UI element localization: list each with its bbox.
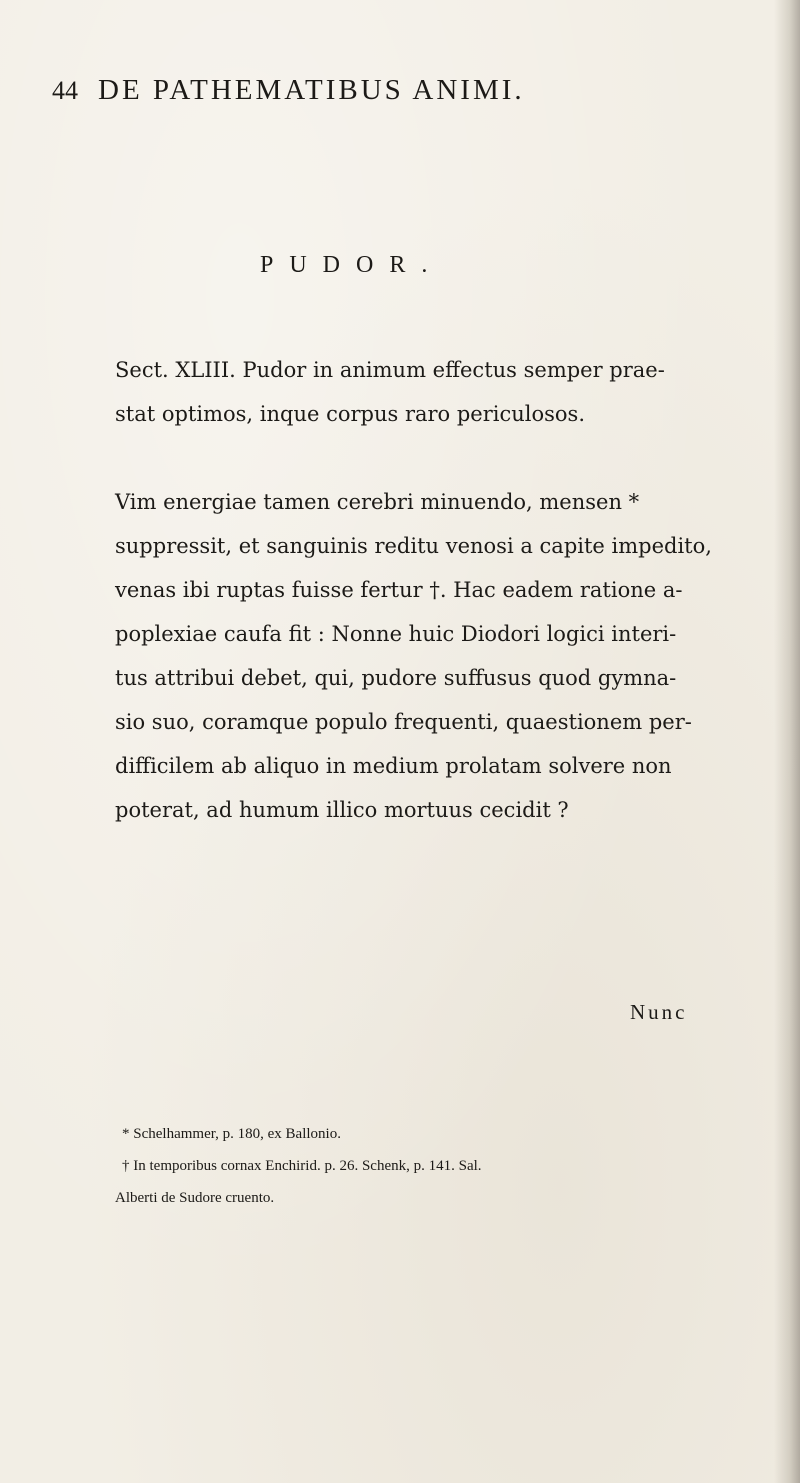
catchword: Nunc <box>630 1000 688 1024</box>
page-edge-shadow <box>774 0 800 1483</box>
text-line: sio suo, coramque populo frequenti, quaestionem per- <box>115 710 692 734</box>
text-line: poterat, ad humum illico mortuus cecidit ? <box>115 798 569 822</box>
text-line: stat optimos, inque corpus raro periculosos. <box>115 402 586 426</box>
footnote: * Schelhammer, p. 180, ex Ballonio. <box>122 1126 341 1142</box>
section-title: PUDOR. <box>260 252 444 278</box>
text-line: venas ibi ruptas fuisse fertur †. Hac eadem ratione a- <box>115 578 683 602</box>
text-line: Vim energiae tamen cerebri minuendo, mensen * <box>115 490 640 514</box>
footnotes <box>115 1118 775 1214</box>
body-text <box>115 348 747 832</box>
text-line: poplexiae caufa fit : Nonne huic Diodori logici interi- <box>115 622 677 646</box>
footnote: Alberti de Sudore cruento. <box>115 1190 275 1206</box>
footnote: † In temporibus cornax Enchirid. p. 26. Schenk, p. 141. Sal. <box>122 1158 482 1174</box>
running-head <box>52 74 742 114</box>
text-line: suppressit, et sanguinis reditu venosi a capite impedito, <box>115 534 712 558</box>
running-title: DE PATHEMATIBUS ANIMI. <box>98 74 525 106</box>
paragraph-1 <box>115 348 747 436</box>
text-line: Sect. XLIII. Pudor in animum effectus semper prae- <box>115 358 665 382</box>
page-number: 44 <box>52 76 78 105</box>
text-line: difficilem ab aliquo in medium prolatam solvere non <box>115 754 672 778</box>
text-line: tus attribui debet, qui, pudore suffusus quod gymna- <box>115 666 677 690</box>
paragraph-2 <box>115 480 747 832</box>
